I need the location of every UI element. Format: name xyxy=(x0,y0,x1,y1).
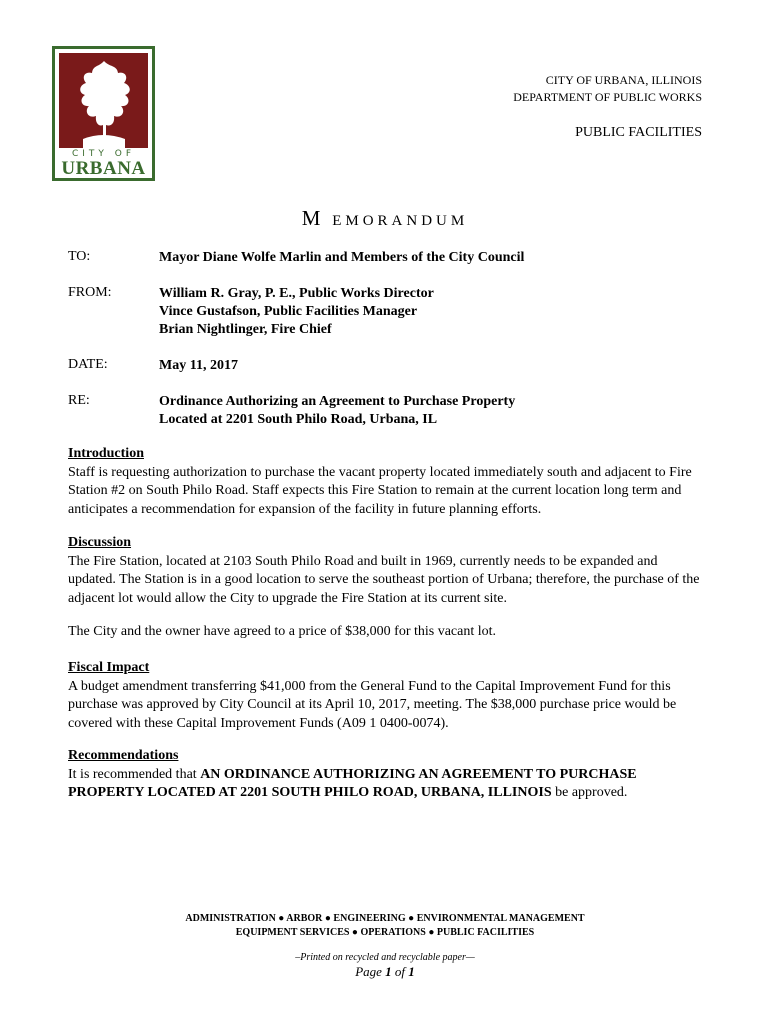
recommendations-tail: be approved. xyxy=(551,785,628,800)
page-number xyxy=(0,964,770,980)
to-value: Mayor Diane Wolfe Marlin and Members of the City Council xyxy=(159,250,525,265)
fiscal-impact-heading: Fiscal Impact xyxy=(68,660,150,675)
page-prefix: Page xyxy=(355,964,386,979)
logo-urbana-text: URBANA xyxy=(61,158,146,179)
from-line-2: Vince Gustafson, Public Facilities Manager xyxy=(159,304,418,319)
recommendations-text xyxy=(68,766,708,803)
memo-title-rest: EMORANDUM xyxy=(332,213,469,229)
footer-divisions-line-1: ADMINISTRATION ● ARBOR ● ENGINEERING ● ENVIRONMENTAL MANAGEMENT xyxy=(185,913,585,924)
oak-leaf-icon xyxy=(59,53,148,148)
introduction-heading: Introduction xyxy=(68,446,144,461)
re-label: RE: xyxy=(68,393,90,408)
discussion-price-text: The City and the owner have agreed to a price of $38,000 for this vacant lot. xyxy=(68,624,497,639)
fiscal-impact-text: A budget amendment transferring $41,000 from the General Fund to the Capital Improvement Fund for this purchase was approved by City Council at its April 10, 2017, meeting. The $38,000 purchase price would be covered with these Capital Improvement Funds (A09 1 0400-0074). xyxy=(68,678,677,731)
from-line-1: William R. Gray, P. E., Public Works Director xyxy=(159,286,434,301)
from-line-3: Brian Nightlinger, Fire Chief xyxy=(159,322,332,337)
header-division: PUBLIC FACILITIES xyxy=(575,125,702,140)
recommendations-ordinance: AN ORDINANCE AUTHORIZING AN AGREEMENT TO PURCHASE PROPERTY LOCATED AT 2201 SOUTH PHILO ROAD, URBANA, ILLINOIS xyxy=(68,766,637,800)
page-current: 1 xyxy=(385,964,392,979)
introduction-text: Staff is requesting authorization to purchase the vacant property located immediately south and adjacent to Fire Station #2 on South Philo Road. Staff expects this Fire Station to remain at the current location long term and anticipates a recommendation for expansion of the facility in future planning efforts. xyxy=(68,464,692,517)
re-line-2: Located at 2201 South Philo Road, Urbana, IL xyxy=(159,412,438,427)
introduction-section xyxy=(68,445,708,519)
to-label: TO: xyxy=(68,249,91,264)
discussion-section xyxy=(68,534,708,608)
footer-recycled-note: –Printed on recycled and recyclable paper— xyxy=(295,952,475,963)
header-city: CITY OF URBANA, ILLINOIS xyxy=(545,73,702,87)
date-label: DATE: xyxy=(68,357,108,372)
re-line-1: Ordinance Authorizing an Agreement to Purchase Property xyxy=(159,394,516,409)
recommendations-heading: Recommendations xyxy=(68,748,179,763)
header-department: DEPARTMENT OF PUBLIC WORKS xyxy=(513,90,702,104)
memo-title xyxy=(0,206,770,231)
discussion-price-paragraph xyxy=(68,623,708,642)
page-total: 1 xyxy=(408,964,415,979)
recommendations-lead: It is recommended that xyxy=(68,766,201,782)
logo-city-text: CITY OF xyxy=(71,149,136,159)
city-logo xyxy=(52,46,155,181)
from-label: FROM: xyxy=(68,285,112,300)
footer-divisions-line-2: EQUIPMENT SERVICES ● OPERATIONS ● PUBLIC FACILITIES xyxy=(235,927,535,938)
date-value: May 11, 2017 xyxy=(159,358,238,373)
discussion-text: The Fire Station, located at 2103 South Philo Road and built in 1969, currently needs to be expanded and updated. The Station is in a good location to serve the southeast portion of Urbana; therefore, the purchase of the adjacent lot would allow the City to upgrade the Fire Station at its current site. xyxy=(68,553,700,606)
from-value xyxy=(159,285,719,339)
discussion-heading: Discussion xyxy=(68,535,132,550)
recommendations-section xyxy=(68,747,708,803)
fiscal-impact-section xyxy=(68,659,708,733)
re-value xyxy=(159,393,719,429)
memo-title-initial: M xyxy=(301,206,325,230)
page-of: of xyxy=(391,964,409,979)
